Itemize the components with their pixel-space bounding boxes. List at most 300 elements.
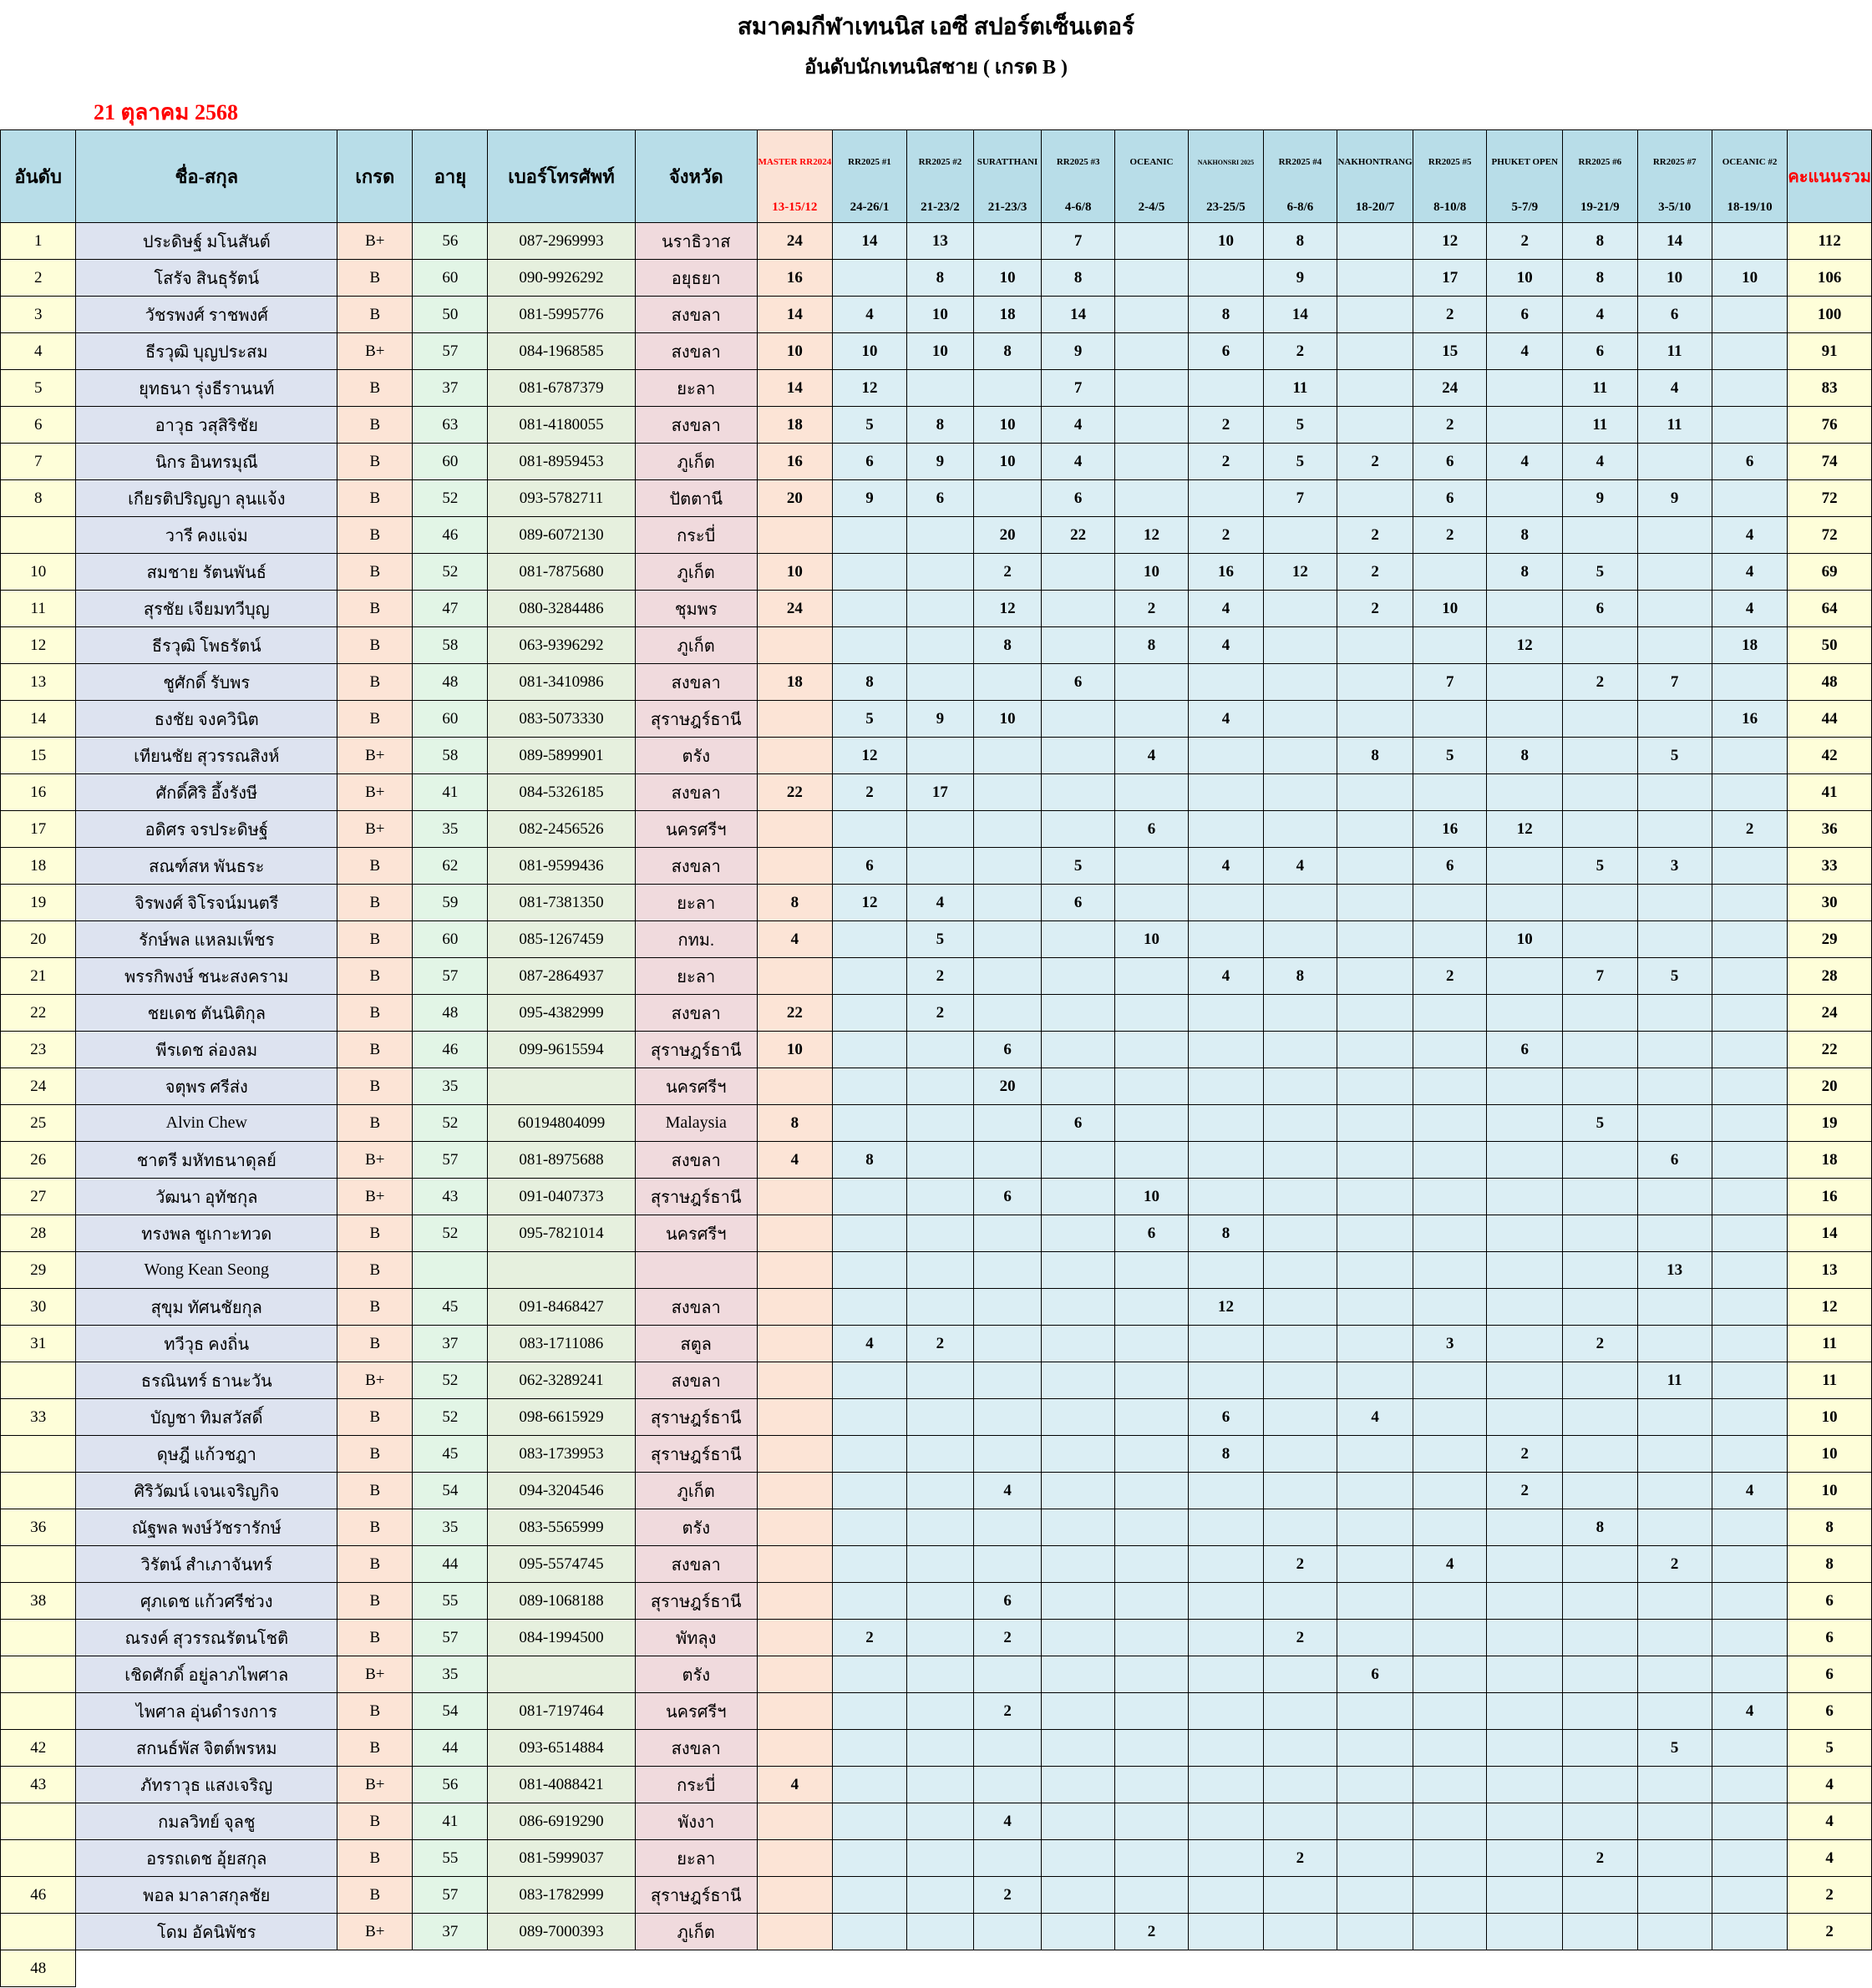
phone-cell (488, 1252, 635, 1289)
province-cell: สงขลา (635, 407, 757, 444)
score-cell (1337, 1105, 1413, 1142)
score-cell (907, 664, 973, 701)
age-cell: 45 (413, 1289, 488, 1326)
score-cell: 4 (1189, 591, 1264, 627)
score-cell (973, 1730, 1042, 1767)
score-cell: 4 (1413, 1546, 1487, 1583)
phone-cell: 081-6787379 (488, 370, 635, 407)
rank-cell: 26 (1, 1142, 76, 1179)
player-name-cell: สุรชัย เจียมทวีบุญ (76, 591, 337, 627)
score-cell (1337, 701, 1413, 738)
event-date: 24-26/1 (850, 200, 890, 214)
rank-cell (1, 1803, 76, 1840)
score-cell (1263, 885, 1337, 921)
age-cell: 50 (413, 297, 488, 333)
score-cell: 5 (1563, 554, 1637, 591)
score-cell (1712, 848, 1788, 885)
score-cell: 2 (973, 1620, 1042, 1656)
score-cell (1637, 1877, 1712, 1914)
score-cell (757, 1179, 832, 1215)
score-cell (1189, 1877, 1264, 1914)
player-name-cell: อดิศร จรประดิษฐ์ (76, 811, 337, 848)
rank-cell: 17 (1, 811, 76, 848)
player-name-cell: บัญชา ทิมสวัสดิ์ (76, 1399, 337, 1436)
phone-cell: 089-5899901 (488, 738, 635, 774)
score-cell (1042, 1693, 1114, 1730)
grade-cell: B+ (337, 811, 413, 848)
score-cell (1337, 848, 1413, 885)
score-cell: 2 (1263, 333, 1337, 370)
rank-cell: 10 (1, 554, 76, 591)
age-cell: 46 (413, 1032, 488, 1068)
score-cell (1337, 1730, 1413, 1767)
score-cell (1712, 921, 1788, 958)
score-cell (1114, 1473, 1188, 1509)
score-cell (973, 1656, 1042, 1693)
score-cell (757, 1803, 832, 1840)
table-row (1, 627, 1872, 664)
rank-header: อันดับ (1, 130, 76, 223)
event-date: 8-10/8 (1433, 200, 1467, 214)
score-cell (1263, 1914, 1337, 1950)
score-cell: 11 (1263, 370, 1337, 407)
player-name-cell: พีรเดช ล่องลม (76, 1032, 337, 1068)
score-cell (1337, 1362, 1413, 1399)
score-cell: 10 (1712, 260, 1788, 297)
rank-cell: 2 (1, 260, 76, 297)
rank-cell: 7 (1, 444, 76, 480)
score-cell (757, 517, 832, 554)
age-cell: 37 (413, 1914, 488, 1950)
table-row (1, 260, 1872, 297)
table-row (1, 1436, 1872, 1473)
phone-cell: 091-8468427 (488, 1289, 635, 1326)
score-cell (1637, 627, 1712, 664)
score-cell (832, 811, 906, 848)
province-cell: สงขลา (635, 333, 757, 370)
score-cell (1263, 1252, 1337, 1289)
score-cell (1337, 1068, 1413, 1105)
score-cell (1114, 260, 1188, 297)
rank-cell: 22 (1, 995, 76, 1032)
score-cell: 6 (1114, 811, 1188, 848)
score-cell: 8 (1337, 738, 1413, 774)
score-cell (757, 1546, 832, 1583)
score-cell (1712, 1326, 1788, 1362)
score-cell: 2 (1114, 591, 1188, 627)
table-row (1, 333, 1872, 370)
rank-cell (1, 1362, 76, 1399)
score-cell (757, 811, 832, 848)
event-header (1487, 130, 1563, 223)
score-cell (1413, 1362, 1487, 1399)
score-cell (1413, 1656, 1487, 1693)
score-cell (1189, 664, 1264, 701)
score-cell (1487, 995, 1563, 1032)
score-cell: 10 (1114, 921, 1188, 958)
score-cell (1042, 1546, 1114, 1583)
score-cell (757, 701, 832, 738)
province-cell: นราธิวาส (635, 223, 757, 260)
player-name-cell: วัชรพงศ์ ราชพงศ์ (76, 297, 337, 333)
score-cell (832, 260, 906, 297)
score-cell (1263, 591, 1337, 627)
score-cell: 5 (832, 407, 906, 444)
phone-cell: 083-5565999 (488, 1509, 635, 1546)
age-cell: 52 (413, 1105, 488, 1142)
rank-cell: 33 (1, 1399, 76, 1436)
score-cell (1042, 1362, 1114, 1399)
event-date: 19-21/9 (1580, 200, 1620, 214)
phone-cell: 081-5999037 (488, 1840, 635, 1877)
score-cell (907, 591, 973, 627)
total-cell: 19 (1788, 1105, 1872, 1142)
score-cell: 8 (1487, 554, 1563, 591)
player-name-cell: สุขุม ทัศนชัยกุล (76, 1289, 337, 1326)
score-cell (907, 1179, 973, 1215)
phone-cell: 091-0407373 (488, 1179, 635, 1215)
score-cell (1114, 370, 1188, 407)
score-cell (1563, 738, 1637, 774)
grade-cell: B+ (337, 1767, 413, 1803)
score-cell (1712, 1032, 1788, 1068)
score-cell: 9 (1563, 480, 1637, 517)
score-cell (1487, 885, 1563, 921)
score-cell (1487, 480, 1563, 517)
score-cell (1114, 848, 1188, 885)
page-subtitle: อันดับนักเทนนิสชาย ( เกรด B ) (804, 57, 1068, 79)
score-cell: 5 (1413, 738, 1487, 774)
score-cell: 12 (1487, 811, 1563, 848)
score-cell (1189, 1252, 1264, 1289)
score-cell: 2 (1114, 1914, 1188, 1950)
province-cell: ตรัง (635, 738, 757, 774)
score-cell (1637, 444, 1712, 480)
table-row (1, 1105, 1872, 1142)
score-cell (1189, 1546, 1264, 1583)
score-cell: 10 (1487, 921, 1563, 958)
table-row (1, 664, 1872, 701)
score-cell (1114, 1546, 1188, 1583)
score-cell (1563, 1803, 1637, 1840)
player-name-cell: รักษ์พล แหลมเพ็ชร (76, 921, 337, 958)
age-cell: 35 (413, 1509, 488, 1546)
score-cell (832, 1767, 906, 1803)
grade-cell: B+ (337, 774, 413, 811)
score-cell (1563, 1620, 1637, 1656)
score-cell (1042, 1032, 1114, 1068)
table-row (1, 1950, 1872, 1987)
score-cell: 9 (1263, 260, 1337, 297)
rank-cell: 38 (1, 1583, 76, 1620)
table-row (1, 1693, 1872, 1730)
score-cell (1413, 1767, 1487, 1803)
score-cell (1637, 774, 1712, 811)
score-cell (1042, 1877, 1114, 1914)
score-cell (832, 1693, 906, 1730)
header-row (1, 130, 1872, 223)
score-cell (1637, 811, 1712, 848)
province-cell: สงขลา (635, 297, 757, 333)
score-cell (907, 1142, 973, 1179)
score-cell (1712, 774, 1788, 811)
score-cell (1487, 1656, 1563, 1693)
score-cell (832, 1583, 906, 1620)
total-cell: 6 (1788, 1583, 1872, 1620)
province-cell: นครศรีฯ (635, 1215, 757, 1252)
score-cell (1263, 1362, 1337, 1399)
total-cell: 10 (1788, 1399, 1872, 1436)
score-cell: 8 (1189, 297, 1264, 333)
score-cell (1114, 333, 1188, 370)
table-row (1, 1620, 1872, 1656)
grade-cell: B (337, 480, 413, 517)
score-cell (757, 1473, 832, 1509)
player-name-cell: ยุทธนา รุ่งธีรานนท์ (76, 370, 337, 407)
table-row (1, 885, 1872, 921)
score-cell (1712, 885, 1788, 921)
player-name-cell: พรรกิพงษ์ ชนะสงคราม (76, 958, 337, 995)
score-cell (1487, 1252, 1563, 1289)
score-cell: 7 (1637, 664, 1712, 701)
score-cell: 2 (1263, 1620, 1337, 1656)
score-cell (1189, 1032, 1264, 1068)
age-cell: 47 (413, 591, 488, 627)
table-row (1, 958, 1872, 995)
score-cell (1114, 1326, 1188, 1362)
score-cell (832, 627, 906, 664)
score-cell (832, 1032, 906, 1068)
score-cell: 24 (757, 591, 832, 627)
score-cell (1337, 297, 1413, 333)
score-cell (1189, 1767, 1264, 1803)
score-cell (832, 1215, 906, 1252)
score-cell (973, 1289, 1042, 1326)
score-cell (1487, 1105, 1563, 1142)
grade-cell: B (337, 1693, 413, 1730)
score-cell (1337, 260, 1413, 297)
score-cell: 6 (1189, 333, 1264, 370)
total-cell: 50 (1788, 627, 1872, 664)
score-cell (1263, 1032, 1337, 1068)
grade-cell: B (337, 1803, 413, 1840)
score-cell: 10 (973, 701, 1042, 738)
province-cell: สุราษฎร์ธานี (635, 1436, 757, 1473)
score-cell: 5 (1263, 444, 1337, 480)
rank-cell: 11 (1, 591, 76, 627)
score-cell (1413, 1840, 1487, 1877)
event-name: OCEANIC (1129, 157, 1174, 167)
score-cell (1487, 370, 1563, 407)
score-cell: 10 (1114, 554, 1188, 591)
grade-cell: B (337, 1032, 413, 1068)
score-cell (907, 1656, 973, 1693)
age-cell: 52 (413, 1362, 488, 1399)
score-cell: 2 (1189, 444, 1264, 480)
table-row (1, 774, 1872, 811)
score-cell (832, 1473, 906, 1509)
score-cell (1042, 921, 1114, 958)
phone-cell: 062-3289241 (488, 1362, 635, 1399)
score-cell (1189, 738, 1264, 774)
phone-cell: 085-1267459 (488, 921, 635, 958)
score-cell: 2 (832, 774, 906, 811)
score-cell: 4 (1114, 738, 1188, 774)
player-name-cell: เชิดศักดิ์ อยู่ลาภไพศาล (76, 1656, 337, 1693)
total-cell: 20 (1788, 1068, 1872, 1105)
score-cell: 4 (907, 885, 973, 921)
player-name-cell: ณรงค์ สุวรรณรัตนโชติ (76, 1620, 337, 1656)
age-cell: 52 (413, 480, 488, 517)
total-cell: 10 (1788, 1473, 1872, 1509)
grade-cell: B (337, 1620, 413, 1656)
score-cell: 8 (757, 885, 832, 921)
score-cell (1337, 958, 1413, 995)
score-cell: 5 (1637, 738, 1712, 774)
empty-cell (76, 1950, 1872, 1987)
score-cell (1413, 1583, 1487, 1620)
total-cell: 8 (1788, 1546, 1872, 1583)
score-cell (1413, 1289, 1487, 1326)
score-cell (1263, 1179, 1337, 1215)
event-date: 6-8/6 (1286, 200, 1314, 214)
score-cell (757, 738, 832, 774)
event-header (1114, 130, 1188, 223)
grade-cell: B (337, 1877, 413, 1914)
score-cell (832, 1877, 906, 1914)
score-cell: 4 (1042, 407, 1114, 444)
score-cell (1189, 1105, 1264, 1142)
total-cell: 5 (1788, 1730, 1872, 1767)
phone-cell: 083-1739953 (488, 1436, 635, 1473)
player-name-cell: ชยเดช ตันนิติกุล (76, 995, 337, 1032)
score-cell: 10 (973, 444, 1042, 480)
event-header (1042, 130, 1114, 223)
rank-cell (1, 1656, 76, 1693)
score-cell: 8 (1563, 1509, 1637, 1546)
score-cell (1263, 811, 1337, 848)
player-name-cell: ทรงพล ชูเกาะทวด (76, 1215, 337, 1252)
score-cell: 12 (1413, 223, 1487, 260)
score-cell (1563, 701, 1637, 738)
score-cell (973, 848, 1042, 885)
score-cell (973, 995, 1042, 1032)
grade-cell: B (337, 848, 413, 885)
total-cell: 4 (1788, 1840, 1872, 1877)
score-cell (1637, 1509, 1712, 1546)
player-name-cell: วารี คงแจ่ม (76, 517, 337, 554)
province-cell: พัทลุง (635, 1620, 757, 1656)
score-cell: 4 (1487, 444, 1563, 480)
score-cell: 8 (832, 664, 906, 701)
score-cell: 6 (832, 444, 906, 480)
ranking-rows (1, 223, 1872, 1987)
player-name-cell: พอล มาลาสกุลชัย (76, 1877, 337, 1914)
score-cell (1042, 1436, 1114, 1473)
score-cell: 8 (1263, 958, 1337, 995)
total-cell: 42 (1788, 738, 1872, 774)
score-cell (1563, 1656, 1637, 1693)
player-name-cell: Alvin Chew (76, 1105, 337, 1142)
score-cell: 4 (1263, 848, 1337, 885)
score-cell (1337, 995, 1413, 1032)
score-cell (907, 1215, 973, 1252)
table-row (1, 1215, 1872, 1252)
score-cell (1337, 1142, 1413, 1179)
score-cell (832, 958, 906, 995)
score-cell (1712, 1583, 1788, 1620)
total-cell: 100 (1788, 297, 1872, 333)
score-cell: 14 (757, 370, 832, 407)
score-cell (973, 1767, 1042, 1803)
score-cell (832, 1546, 906, 1583)
player-name-cell: ศุภเดช แก้วศรีช่วง (76, 1583, 337, 1620)
score-cell (1487, 701, 1563, 738)
player-name-cell: ศิริวัฒน์ เจนเจริญกิจ (76, 1473, 337, 1509)
table-row (1, 1362, 1872, 1399)
score-cell: 8 (757, 1105, 832, 1142)
score-cell (1563, 921, 1637, 958)
score-cell (1263, 1399, 1337, 1436)
score-cell: 8 (1263, 223, 1337, 260)
score-cell (1637, 1179, 1712, 1215)
score-cell (1114, 774, 1188, 811)
phone-cell: 087-2864937 (488, 958, 635, 995)
total-cell: 6 (1788, 1693, 1872, 1730)
grade-cell: B (337, 1289, 413, 1326)
score-cell (1563, 1914, 1637, 1950)
total-cell: 72 (1788, 480, 1872, 517)
score-cell (1114, 1509, 1188, 1546)
score-cell (1337, 1179, 1413, 1215)
rank-cell: 15 (1, 738, 76, 774)
score-cell (1114, 223, 1188, 260)
score-cell (1337, 1326, 1413, 1362)
score-cell (832, 1068, 906, 1105)
score-cell (757, 1914, 832, 1950)
grade-cell: B (337, 1509, 413, 1546)
score-cell: 9 (1042, 333, 1114, 370)
phone-cell: 083-1711086 (488, 1326, 635, 1362)
event-header (1413, 130, 1487, 223)
score-cell (1189, 370, 1264, 407)
score-cell: 6 (1114, 1215, 1188, 1252)
score-cell (757, 1620, 832, 1656)
score-cell (907, 1436, 973, 1473)
score-cell: 10 (757, 554, 832, 591)
total-cell: 4 (1788, 1767, 1872, 1803)
score-cell: 13 (907, 223, 973, 260)
table-row (1, 1914, 1872, 1950)
score-cell (1413, 1068, 1487, 1105)
score-cell (1563, 1362, 1637, 1399)
age-cell: 54 (413, 1693, 488, 1730)
province-cell: ยะลา (635, 370, 757, 407)
age-cell: 60 (413, 921, 488, 958)
score-cell (1263, 1215, 1337, 1252)
score-cell: 22 (757, 995, 832, 1032)
score-cell (1263, 1877, 1337, 1914)
score-cell (1563, 1546, 1637, 1583)
score-cell: 6 (832, 848, 906, 885)
player-name-cell: จตุพร ศรีส่ง (76, 1068, 337, 1105)
score-cell: 14 (832, 223, 906, 260)
score-cell (1042, 1803, 1114, 1840)
score-cell (1637, 921, 1712, 958)
player-name-cell: นิกร อินทรมุณี (76, 444, 337, 480)
phone-cell: 084-1994500 (488, 1620, 635, 1656)
score-cell (1563, 1473, 1637, 1509)
